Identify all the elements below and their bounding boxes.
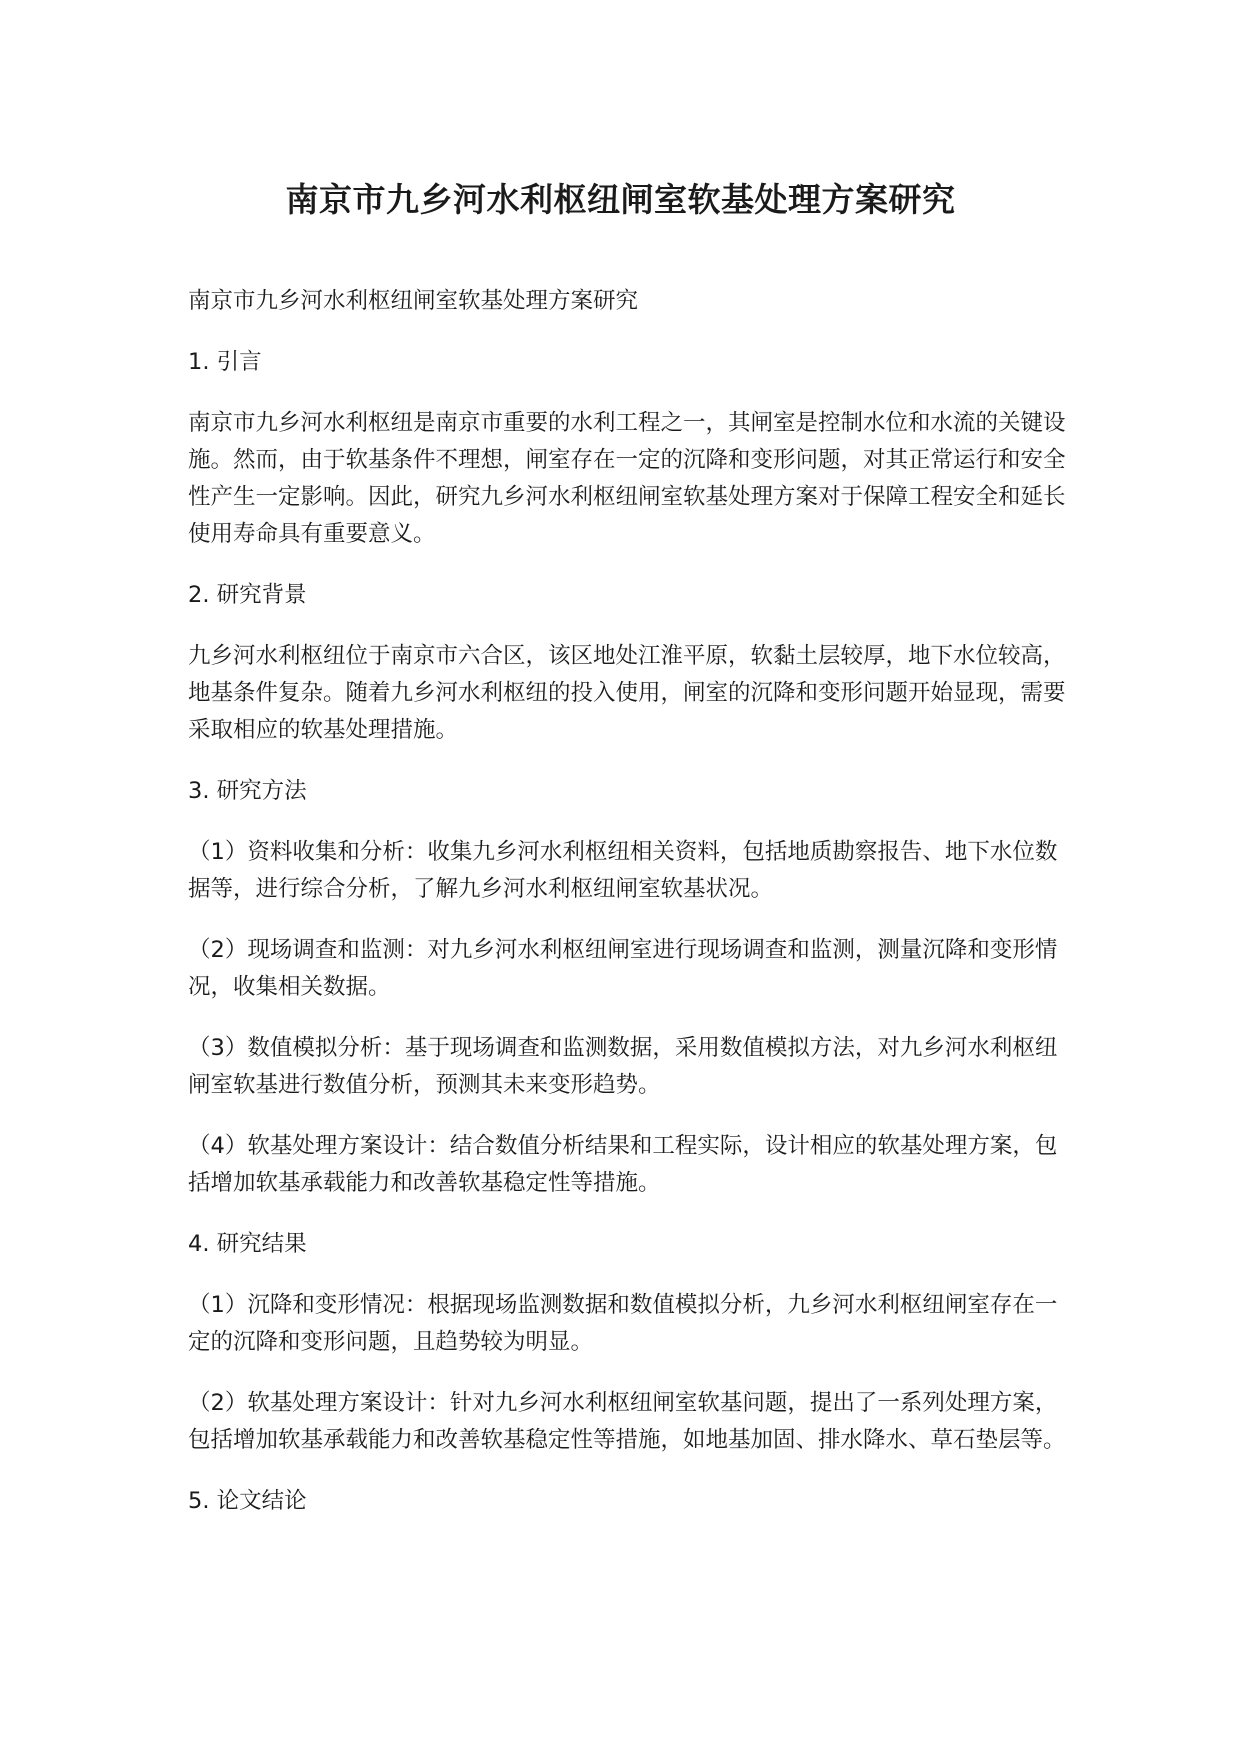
- paragraph-result-1: （1）沉降和变形情况：根据现场监测数据和数值模拟分析，九乡河水利枢纽闸室存在一定的沉降和变形问题，且趋势较为明显。: [188, 1292, 1058, 1355]
- paragraph-method-2: （2）现场调查和监测：对九乡河水利枢纽闸室进行现场调查和监测，测量沉降和变形情况，收集相关数据。: [188, 937, 1058, 1000]
- document-title: 南京市九乡河水利枢纽闸室软基处理方案研究: [285, 180, 956, 219]
- paragraph-result-2: （2）软基处理方案设计：针对九乡河水利枢纽闸室软基问题，提出了一系列处理方案，包括增加软基承载能力和改善软基稳定性等措施，如地基加固、排水降水、草石垫层等。: [188, 1390, 1066, 1453]
- document-body: [188, 283, 1068, 1544]
- section-heading-methods: 3. 研究方法: [188, 778, 307, 804]
- section-heading-conclusion: 5. 论文结论: [188, 1488, 307, 1514]
- paragraph-background: 九乡河水利枢纽位于南京市六合区，该区地处江淮平原，软黏土层较厚，地下水位较高，地基条件复杂。随着九乡河水利枢纽的投入使用，闸室的沉降和变形问题开始显现，需要采取相应的软基处理措施。: [188, 643, 1066, 743]
- paragraph-method-4: （4）软基处理方案设计：结合数值分析结果和工程实际，设计相应的软基处理方案，包括增加软基承载能力和改善软基稳定性等措施。: [188, 1133, 1058, 1196]
- paragraph-method-3: （3）数值模拟分析：基于现场调查和监测数据，采用数值模拟方法，对九乡河水利枢纽闸室软基进行数值分析，预测其未来变形趋势。: [188, 1035, 1058, 1098]
- paragraph-method-1: （1）资料收集和分析：收集九乡河水利枢纽相关资料，包括地质勘察报告、地下水位数据等，进行综合分析，了解九乡河水利枢纽闸室软基状况。: [188, 839, 1058, 902]
- paragraph-introduction: 南京市九乡河水利枢纽是南京市重要的水利工程之一，其闸室是控制水位和水流的关键设施。然而，由于软基条件不理想，闸室存在一定的沉降和变形问题，对其正常运行和安全性产生一定影响。因此，研究九乡河水利枢纽闸室软基处理方案对于保障工程安全和延长使用寿命具有重要意义。: [188, 410, 1066, 547]
- section-heading-background: 2. 研究背景: [188, 582, 307, 608]
- paragraph-subtitle: 南京市九乡河水利枢纽闸室软基处理方案研究: [188, 288, 639, 314]
- section-heading-introduction: 1. 引言: [188, 349, 262, 375]
- section-heading-results: 4. 研究结果: [188, 1231, 307, 1257]
